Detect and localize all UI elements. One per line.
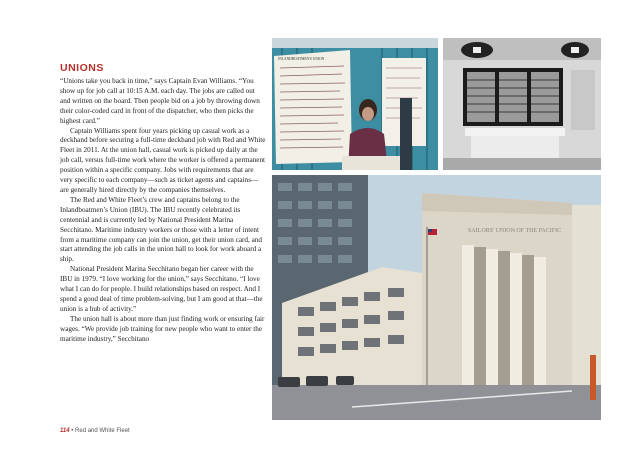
union-building-photo [272,175,601,420]
footer-separator: • [71,428,74,434]
paragraph: “Unions take you back in time,” says Captain Evan Williams. “You show up for job call at 10:15 A.M. each day. The jobs are called out and written on the board. Then people bid on a job by throwing down their color-coded card in front of the dispatcher, who then picks the highest card.” [60,77,260,125]
dispatch-board-photo [272,38,438,170]
article-column [60,62,266,344]
page-footer [60,428,130,434]
facade-inscription: SAILORS' UNION OF THE PACIFIC [468,228,562,234]
page-number: 114 [60,428,70,434]
book-title: Red and White Fleet [75,428,130,434]
paragraph: Captain Williams spent four years picking up casual work as a deckhand before securing a full-time deckhand job with Red and White Fleet in 2011. At the union hall, casual work is picked up daily at the job call, versus full-time work where the worker is offered a permanent position within a specific company. Jobs with requirements that are very specific to each company—such as ticket agents and captains—are generally hired directly by the companies themselves. [60,126,266,194]
dispatch-office-photo [443,38,601,170]
section-heading: UNIONS [60,62,104,74]
paragraph: The Red and White Fleet’s crew and captains belong to the Inlandboatmen’s Union (IBU). The IBU recently celebrated its centennial and is currently led by National President Marina Secchitano. Maritime industry workers or those with a letter of intent from a maritime company can join the union, get their union card, and start attending the job calls in the union hall to look for work aboard a ship. [60,195,262,264]
board-header-text: INLANDBOATMEN'S UNION [278,57,325,61]
paragraph: National President Marina Secchitano began her career with the IBU in 1979. “I love working for the union,” says Secchitano. “I love what I can do for people. I build relationships based on respect. And I spend a good deal of time problem-solving, but I am good at that—the union is a hub of activity.” [60,265,263,313]
paragraph: The union hall is about more than just finding work or ensuring fair wages. “We provide job training for new people who want to enter the maritime industry,” Secchitano [60,314,265,343]
